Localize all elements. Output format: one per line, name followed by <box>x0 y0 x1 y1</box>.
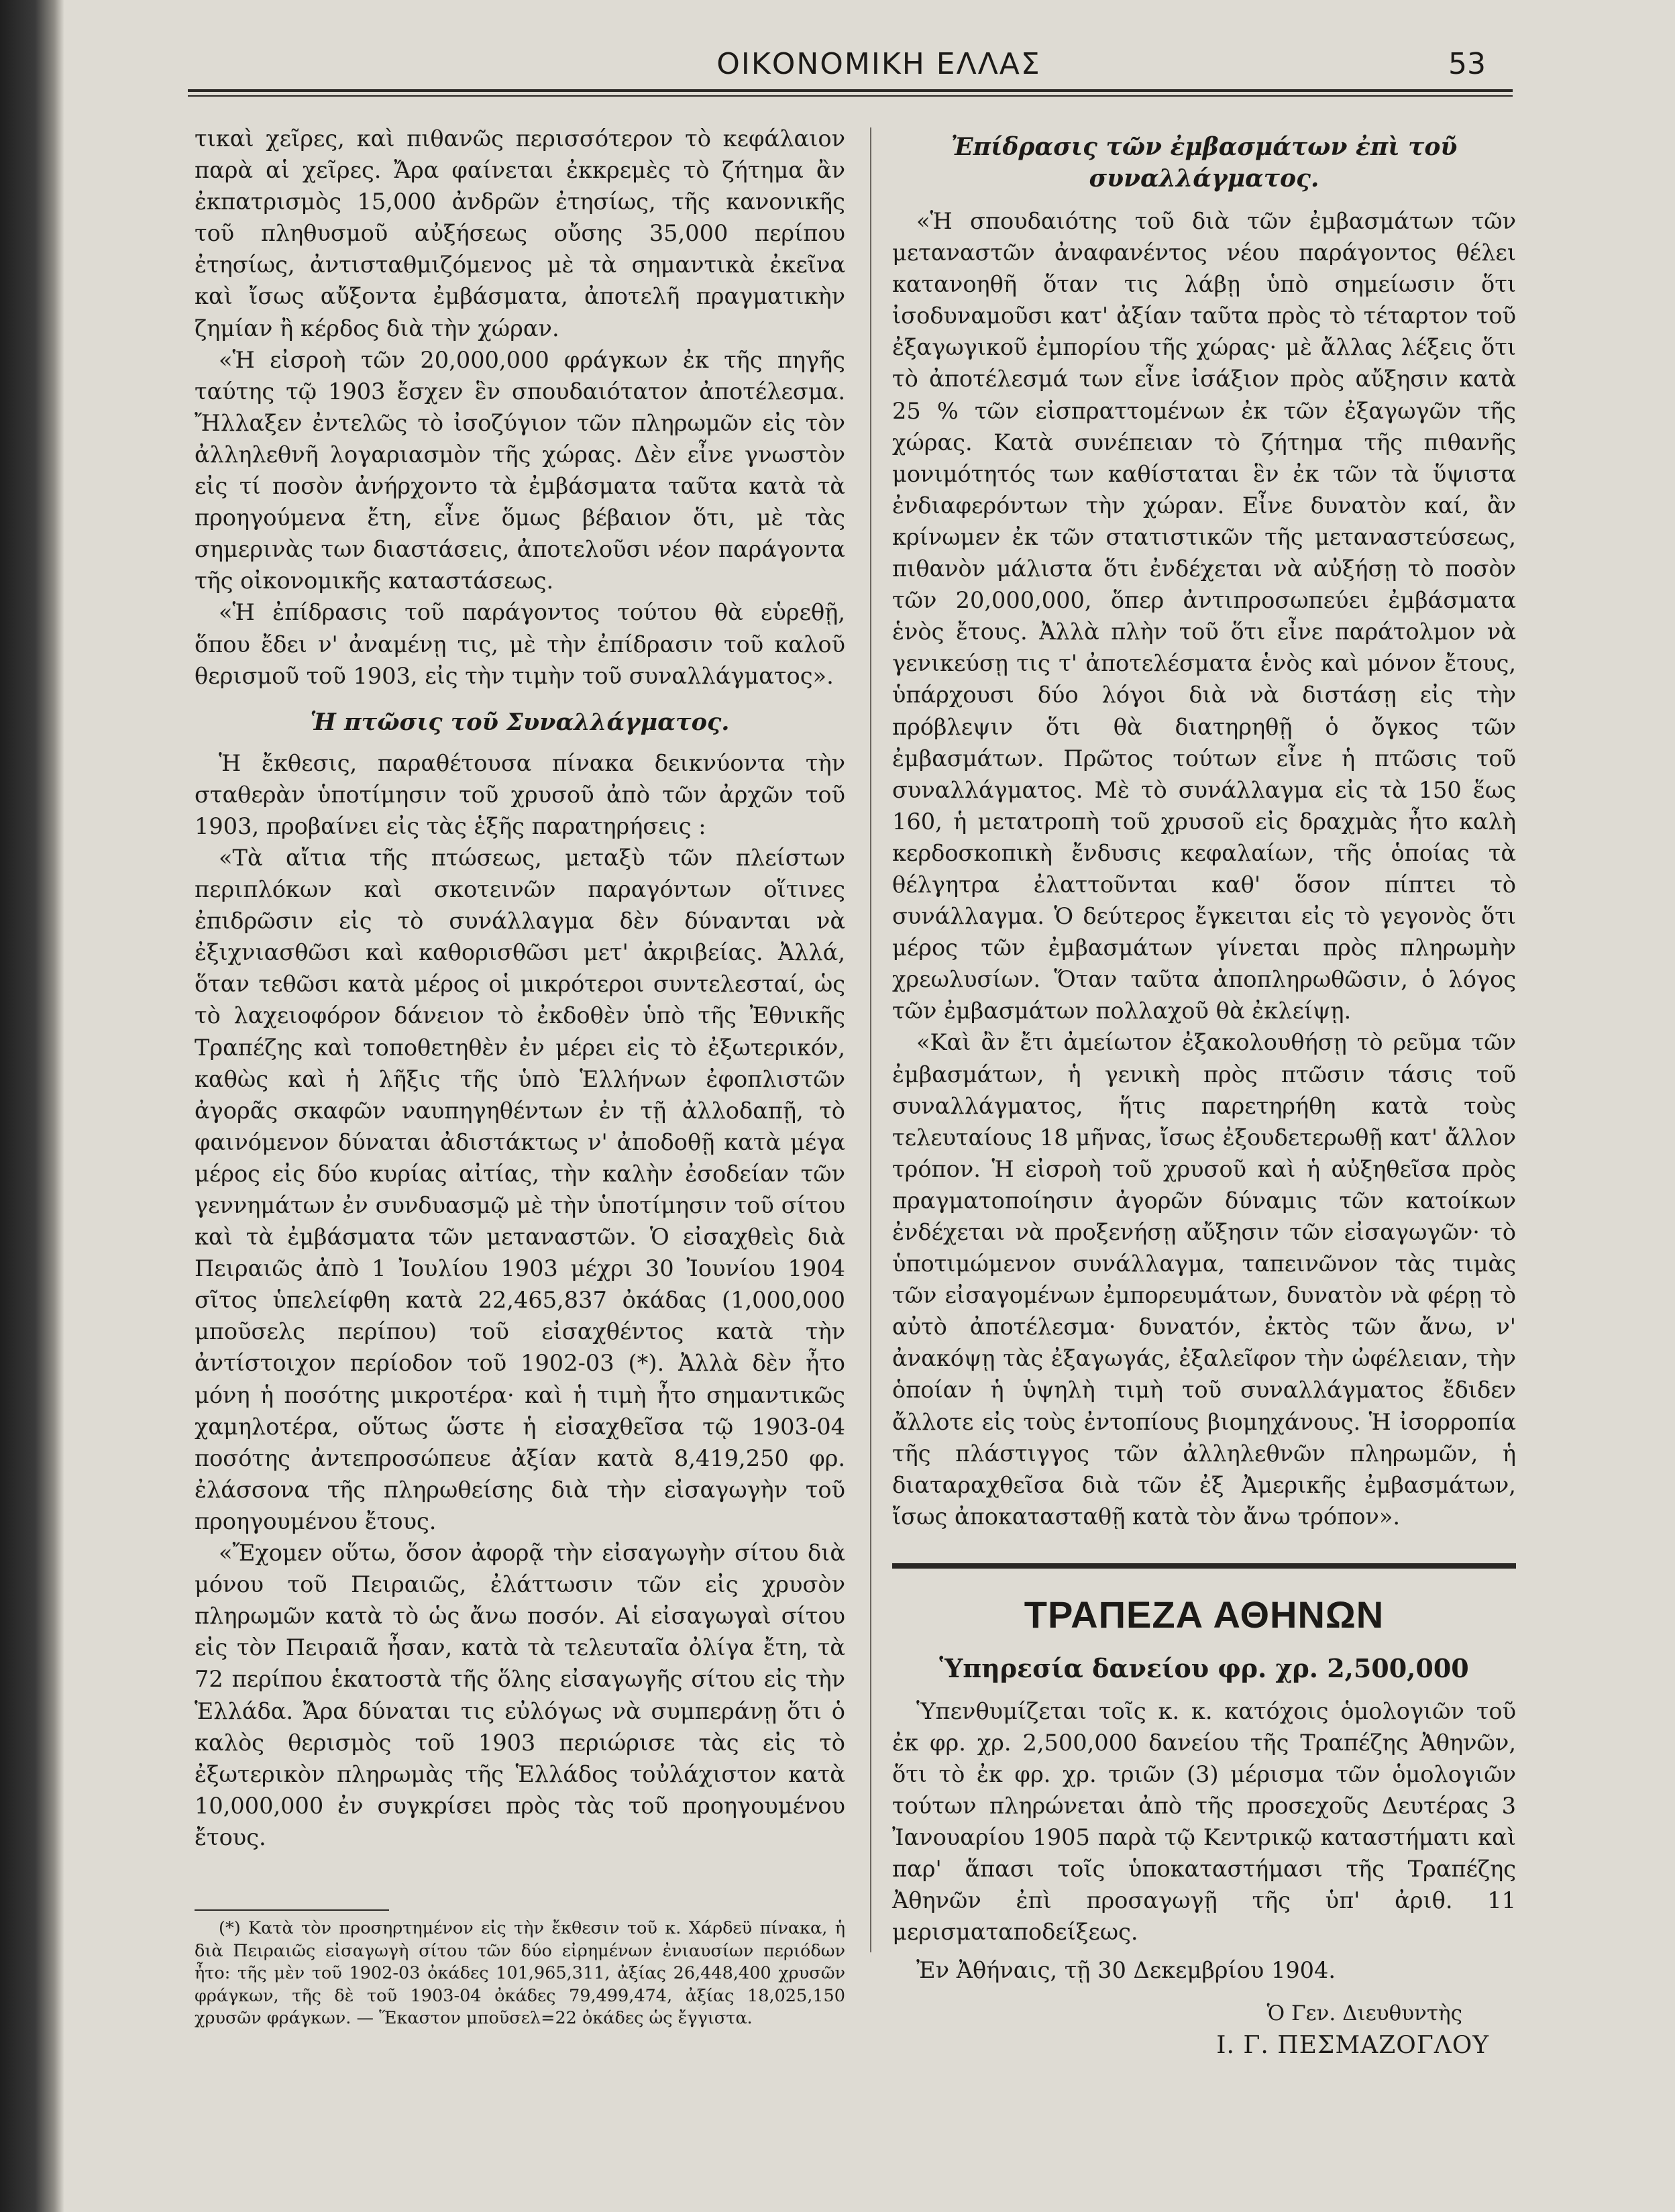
left-paragraph-1: τικαὶ χεῖρες, καὶ πιθανῶς περισσότερον τὸ κεφάλαιον παρὰ αἱ χεῖρες. Ἄρα φαίνεται ἐκκρεμὲς τὸ ζήτημα ἂν ἐκπατρισμὸς 15,000 ἀνδρῶν ἐτησίως, τῆς κανονικῆς τοῦ πληθυσμοῦ αὐξήσεως οὔσης 35,000 περίπου ἐτησίως, ἀντισταθμιζόμενος μὲ τὰ σημαντικὰ ἐκεῖνα καὶ ἴσως αὔξοντα ἐμβάσματα, ἀποτελῆ πραγματικὴν ζημίαν ἢ κέρδος διὰ τὴν χώραν. <box>195 125 845 341</box>
header-rule-thin <box>188 95 1513 97</box>
book-binding-shadow <box>0 0 64 2212</box>
left-paragraph-4: Ἡ ἔκθεσις, παραθέτουσα πίνακα δεικνύοντα τὴν σταθερὰν ὑποτίμησιν τοῦ χρυσοῦ ἀπὸ τῶν ἀρχῶν τοῦ 1903, προβαίνει εἰς τὰς ἑξῆς παρατηρήσεις : <box>195 749 845 839</box>
bank-notice-signatory-role: Ὁ Γεν. Διευθυντὴς <box>1266 2001 1462 2025</box>
bank-notice-body: Ὑπενθυμίζεται τοῖς κ. κ. κατόχοις ὁμολογιῶν τοῦ ἐκ φρ. χρ. 2,500,000 δανείου τῆς Τραπέζης Ἀθηνῶν, ὅτι τὸ ἐκ φρ. χρ. τριῶν (3) μέρισμα τῶν ὁμολογιῶν τούτων πληρώνεται ἀπὸ τῆς προσεχοῦς Δευτέρας 3 Ἰανουαρίου 1905 παρὰ τῷ Κεντρικῷ καταστήματι καὶ παρ' ἅπασι τοῖς ὑποκαταστήμασι τῆς Τραπέζης Ἀθηνῶν ἐπὶ προσαγωγῇ τῆς ὑπ' ἀριθ. 11 μερισματαποδείξεως. <box>892 1698 1516 1945</box>
bank-notice-signatory-name: Ι. Γ. ΠΕΣΜΑΖΟΓΛΟΥ <box>1216 2032 1489 2059</box>
left-paragraph-6: «Ἔχομεν οὕτω, ὅσον ἀφορᾷ τὴν εἰσαγωγὴν σίτου διὰ μόνου τοῦ Πειραιῶς, ἐλάττωσιν τῶν εἰς χρυσὸν πληρωμῶν κατὰ τὸ ὡς ἄνω ποσόν. Αἱ εἰσαγωγαὶ σίτου εἰς τὸν Πειραιᾶ ἦσαν, κατὰ τὰ τελευταῖα ὀλίγα ἔτη, τὰ 72 περίπου ἑκατοστὰ τῆς ὅλης εἰσαγωγῆς σίτου εἰς τὴν Ἑλλάδα. Ἄρα δύναται τις εὐλόγως νὰ συμπεράνῃ ὅτι ὁ καλὸς θερισμὸς τοῦ 1903 περιώρισε τὰς εἰς τὸ ἐξωτερικὸν πληρωμὰς τῆς Ἑλλάδος τοὐλάχιστον κατὰ 10,000,000 ἐν συγκρίσει πρὸς τὰς τοῦ προηγουμένου ἔτους. <box>195 1540 845 1850</box>
bank-notice-rule <box>892 1563 1516 1569</box>
running-header-title: ΟΙΚΟΝΟΜΙΚΗ ΕΛΛΑΣ <box>716 47 1041 81</box>
bank-notice-subtitle: Ὑπηρεσία δανείου φρ. χρ. 2,500,000 <box>939 1653 1469 1683</box>
footnote-rule <box>195 1909 389 1911</box>
footnote <box>195 1917 845 2030</box>
header-rule-thick <box>188 89 1513 92</box>
right-paragraph-2: «Καὶ ἂν ἔτι ἀμείωτον ἐξακολουθήσῃ τὸ ρεῦμα τῶν ἐμβασμάτων, ἡ γενικὴ πρὸς πτῶσιν τάσις τοῦ συναλλάγματος, ἥτις παρετηρήθη κατὰ τοὺς τελευταίους 18 μῆνας, ἴσως ἐξουδετερωθῇ κατ' ἄλλον τρόπον. Ἡ εἰσροὴ τοῦ χρυσοῦ καὶ ἡ αὐξηθεῖσα πρὸς πραγματοποίησιν ἀγορῶν δύναμις τῶν κατοίκων ἐνδέχεται νὰ προξενήσῃ αὔξησιν τῶν εἰσαγωγῶν· τὸ ὑποτιμώμενον συνάλλαγμα, ταπεινῶνον τὰς τιμὰς τῶν εἰσαγομένων ἐμπορευμάτων, δυνατὸν νὰ φέρῃ τὸ αὐτὸ ἀποτέλεσμα· δυνατόν, ἐκτὸς τῶν ἄνω, ν' ἀνακόψῃ τὰς ἐξαγωγάς, ἐξαλεῖφον τὴν ὠφέλειαν, τὴν ὁποίαν ἡ ὑψηλὴ τιμὴ τοῦ συναλλάγματος ἔδιδεν ἄλλοτε εἰς τοὺς ἐντοπίους βιομηχάνους. Ἡ ἰσορροπία τῆς πλάστιγγος τῶν ἀλληλεθνῶν πληρωμῶν, ἡ διαταραχθεῖσα διὰ τῶν ἐξ Ἀμερικῆς ἐμβασμάτων, ἴσως ἀποκατασταθῇ κατὰ τὸν ἄνω τρόπον». <box>892 1029 1516 1530</box>
right-paragraph-1: «Ἡ σπουδαιότης τοῦ διὰ τῶν ἐμβασμάτων τῶν μεταναστῶν ἀναφανέντος νέου παράγοντος θέλει κατανοηθῆ ὅταν τις λάβῃ ὑπὸ σημείωσιν ὅτι ἰσοδυναμοῦσι κατ' ἀξίαν ταῦτα πρὸς τὸ τέταρτον τοῦ ἐξαγωγικοῦ ἐμπορίου τῆς χώρας· μὲ ἄλλας λέξεις ὅτι τὸ ἀποτέλεσμά των εἶνε ἰσάξιον πρὸς αὔξησιν κατὰ 25 % τῶν εἰσπραττομένων ἐκ τῶν ἐξαγωγῶν τῆς χώρας. Κατὰ συνέπειαν τὸ ζήτημα τῆς πιθανῆς μονιμότητός των καθίσταται ἓν ἐκ τῶν τὰ ὕψιστα ἐνδιαφερόντων τὴν χώραν. Εἶνε δυνατὸν καί, ἂν κρίνωμεν ἐκ τῶν στατιστικῶν τῆς μεταναστεύσεως, πιθανὸν μάλιστα ὅτι ἐνδέχεται νὰ αὐξήσῃ τὸ ποσὸν τῶν 20,000,000, ὅπερ ἀντιπροσωπεύει ἐμβάσματα ἑνὸς ἔτους. Ἀλλὰ πλὴν τοῦ ὅτι εἶνε παράτολμον νὰ γενικεύσῃ τις τ' ἀποτελέσματα ἑνὸς καὶ μόνον ἔτους, ὑπάρχουσι δύο λόγοι διὰ νὰ διστάσῃ εἰς τὴν πρόβλεψιν ὅτι θὰ διατηρηθῇ ὁ ὄγκος τῶν ἐμβασμάτων. Πρῶτος τούτων εἶνε ἡ πτῶσις τοῦ συναλλάγματος. Μὲ τὸ συνάλλαγμα εἰς τὰ 150 ἕως 160, ἡ μετατροπὴ τοῦ χρυσοῦ εἰς δραχμὰς ἦτο καλὴ κερδοσκοπικὴ ἔνδυσις κεφαλαίων, τῆς ὁποίας τὰ θέλγητρα ἐλαττοῦνται καθ' ὅσον πίπτει τὸ συνάλλαγμα. Ὁ δεύτερος ἔγκειται εἰς τὸ γεγονὸς ὅτι μέρος τῶν ἐμβασμάτων γίνεται πρὸς πληρωμὴν χρεωλυσίων. Ὅταν ταῦτα ἀποπληρωθῶσιν, ὁ λόγος τῶν ἐμβασμάτων πολλαχοῦ θὰ ἐκλείψῃ. <box>892 208 1516 1024</box>
bank-notice-title: ΤΡΑΠΕΖΑ ΑΘΗΝΩΝ <box>1024 1593 1385 1636</box>
bank-notice <box>892 1573 1516 2061</box>
left-paragraph-5: «Τὰ αἴτια τῆς πτώσεως, μεταξὺ τῶν πλείστων περιπλόκων καὶ σκοτεινῶν παραγόντων οἵτινες ἐπιδρῶσιν εἰς τὸ συνάλλαγμα δὲν δύνανται νὰ ἐξιχνιασθῶσι καὶ καθορισθῶσι μετ' ἀκριβείας. Ἀλλά, ὅταν τεθῶσι κατὰ μέρος οἱ μικρότεροι συντελεσταί, ὡς τὸ λαχειοφόρον δάνειον τὸ ἐκδοθὲν ὑπὸ τῆς Ἐθνικῆς Τραπέζης καὶ τοποθετηθὲν ἐν μέρει εἰς τὸ ἐξωτερικόν, καθὼς καὶ ἡ λῆξις τῆς ὑπὸ Ἑλλήνων ἐφοπλιστῶν ἀγορᾶς σκαφῶν ναυπηγηθέντων ἐν τῇ ἀλλοδαπῇ, τὸ φαινόμενον δύναται ἀδιστάκτως ν' ἀποδοθῇ κατὰ μέγα μέρος εἰς δύο κυρίας αἰτίας, τὴν καλὴν ἐσοδείαν τῶν γεννημάτων ἐν συνδυασμῷ μὲ τὴν ὑποτίμησιν τοῦ σίτου καὶ τὰ ἐμβάσματα τῶν μεταναστῶν. Ὁ εἰσαχθεὶς διὰ Πειραιῶς ἀπὸ 1 Ἰουλίου 1903 μέχρι 30 Ἰουνίου 1904 σῖτος ὑπελείφθη κατὰ 22,465,837 ὀκάδας (1,000,000 μποῦσελς περίπου) τοῦ εἰσαχθέντος κατὰ τὴν ἀντίστοιχον περίοδον τοῦ 1902-03 (*). Ἀλλὰ δὲν ἦτο μόνη ἡ ποσότης μικροτέρα· καὶ ἡ τιμὴ ἦτο σημαντικῶς χαμηλοτέρα, οὕτως ὥστε ἡ εἰσαχθεῖσα τῷ 1903-04 ποσότης ἀντεπροσώπευε ἀξίαν κατὰ 8,419,250 φρ. ἐλάσσονα τῆς πληρωθείσης διὰ τὴν εἰσαγωγὴν τοῦ προηγουμένου ἔτους. <box>195 844 845 1534</box>
page-number: 53 <box>1448 47 1486 81</box>
left-section-heading: Ἡ πτῶσις τοῦ Συναλλάγματος. <box>310 708 730 736</box>
left-paragraph-2: «Ἡ εἰσροὴ τῶν 20,000,000 φράγκων ἐκ τῆς πηγῆς ταύτης τῷ 1903 ἔσχεν ἓν σπουδαιότατον ἀποτέλεσμα. Ἤλλαξεν ἐντελῶς τὸ ἰσοζύγιον τῶν πληρωμῶν εἰς τὸν ἀλληλεθνῆ λογαριασμὸν τῆς χώρας. Δὲν εἶνε γνωστὸν εἰς τί ποσὸν ἀνήρχοντο τὰ ἐμβάσματα ταῦτα κατὰ τὰ προηγούμενα ἔτη, εἶνε ὅμως βέβαιον ὅτι, μὲ τὰς σημερινὰς των διαστάσεις, ἀποτελοῦσι νέον παράγοντα τῆς οἰκονομικῆς καταστάσεως. <box>195 346 845 594</box>
footnote-text: (*) Κατὰ τὸν προσηρτημένον εἰς τὴν ἔκθεσιν τοῦ κ. Χάρδεϋ πίνακα, ἡ διὰ Πειραιῶς εἰσαγωγὴ σίτου τῶν δύο εἰρημένων ἐνιαυσίων περιόδων ἦτο: τῆς μὲν τοῦ 1902-03 ὀκάδες 101,965,311, ἀξίας 26,448,400 χρυσῶν φράγκων, τῆς δὲ τοῦ 1903-04 ὀκάδες 79,499,474, ἀξίας 18,025,150 χρυσῶν φράγκων. — Ἕκαστον μποῦσελ=22 ὀκάδες ὡς ἔγγιστα. <box>195 1918 845 2028</box>
right-section-heading: Ἐπίδρασις τῶν ἐμβασμάτων ἐπὶ τοῦ συναλλάγματος. <box>951 133 1458 193</box>
right-column <box>892 131 1516 1532</box>
left-paragraph-3: «Ἡ ἐπίδρασις τοῦ παράγοντος τούτου θὰ εὑρεθῇ, ὅπου ἔδει ν' ἀναμένῃ τις, μὲ τὴν ἐπίδρασιν τοῦ καλοῦ θερισμοῦ τοῦ 1903, εἰς τὴν τιμὴν τοῦ συναλλάγματος». <box>195 599 845 689</box>
left-column <box>195 123 845 1853</box>
column-divider <box>870 127 871 1952</box>
bank-notice-date: Ἐν Ἀθήναις, τῇ 30 Δεκεμβρίου 1904. <box>916 1957 1336 1983</box>
